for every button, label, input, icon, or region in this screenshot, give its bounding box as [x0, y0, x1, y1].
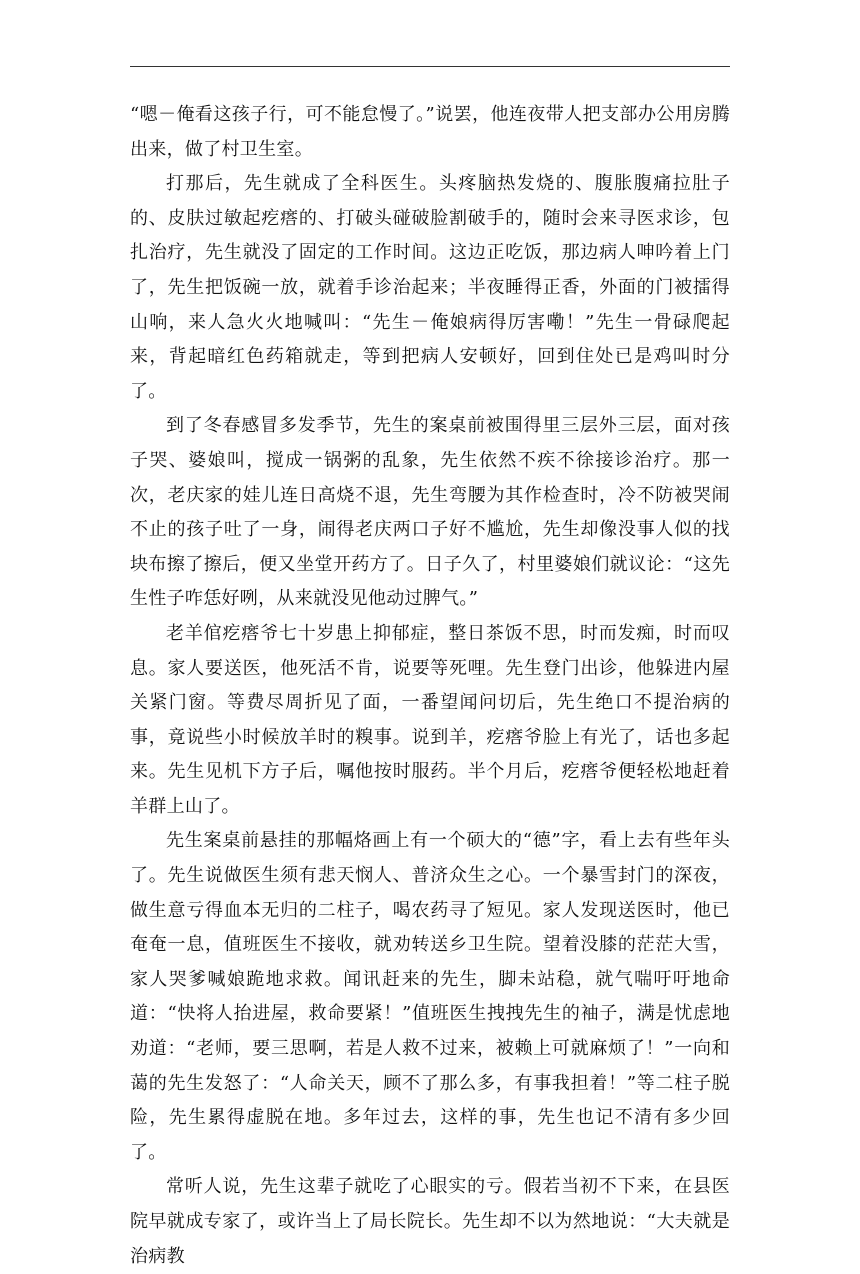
paragraph-5: 先生案桌前悬挂的那幅烙画上有一个硕大的“德”字，看上去有些年头了。先生说做医生须有悲天悯人、普济众生之心。一个暴雪封门的深夜，做生意亏得血本无归的二柱子，喝农药寻了短见。家人发现送医时，他已奄奄一息，值班医生不接收，就劝转送乡卫生院。望着没膝的茫茫大雪，家人哭爹喊娘跪地求救。闻讯赶来的先生，脚未站稳，就气喘吁吁地命道：“快将人抬进屋，救命要紧！”值班医生拽拽先生的袖子，满是忧虑地劝道：“老师，要三思啊，若是人救不过来，被赖上可就麻烦了！”一向和蔼的先生发怒了：“人命关天，顾不了那么多，有事我担着！”等二柱子脱险，先生累得虚脱在地。多年过去，这样的事，先生也记不清有多少回了。	[130, 830, 730, 1163]
paragraph-1: “嗯－俺看这孩子行，可不能怠慢了。”说罢，他连夜带人把支部办公用房腾出来，做了村卫生室。	[130, 104, 730, 160]
header-rule	[130, 66, 730, 67]
document-body	[130, 98, 730, 1274]
paragraph-2: 打那后，先生就成了全科医生。头疼脑热发烧的、腹胀腹痛拉肚子的、皮肤过敏起疙瘩的、打破头碰破脸割破手的，随时会来寻医求诊，包扎治疗，先生就没了固定的工作时间。这边正吃饭，那边病人呻吟着上门了，先生把饭碗一放，就着手诊治起来；半夜睡得正香，外面的门被擂得山响，来人急火火地喊叫：“先生－俺娘病得厉害嘞！”先生一骨碌爬起来，背起暗红色药箱就走，等到把病人安顿好，回到住处已是鸡叫时分了。	[130, 173, 730, 402]
paragraph-4: 老羊倌疙瘩爷七十岁患上抑郁症，整日茶饭不思，时而发痴，时而叹息。家人要送医，他死活不肯，说要等死哩。先生登门出诊，他躲进内屋关紧门窗。等费尽周折见了面，一番望闻问切后，先生绝口不提治病的事，竟说些小时候放羊时的糗事。说到羊，疙瘩爷脸上有光了，话也多起来。先生见机下方子后，嘱他按时服药。半个月后，疙瘩爷便轻松地赶着羊群上山了。	[130, 622, 730, 817]
paragraph-3: 到了冬春感冒多发季节，先生的案桌前被围得里三层外三层，面对孩子哭、婆娘叫，搅成一锅粥的乱象，先生依然不疾不徐接诊治疗。那一次，老庆家的娃儿连日高烧不退，先生弯腰为其作检查时，冷不防被哭闹不止的孩子吐了一身，闹得老庆两口子好不尴尬，先生却像没事人似的找块布擦了擦后，便又坐堂开药方了。日子久了，村里婆娘们就议论：“这先生性子咋恁好咧，从来就没见他动过脾气。”	[130, 415, 730, 610]
paragraph-6: 常听人说，先生这辈子就吃了心眼实的亏。假若当初不下来，在县医院早就成专家了，或许当上了局长院长。先生却不以为然地说：“大夫就是治病教	[130, 1176, 730, 1267]
